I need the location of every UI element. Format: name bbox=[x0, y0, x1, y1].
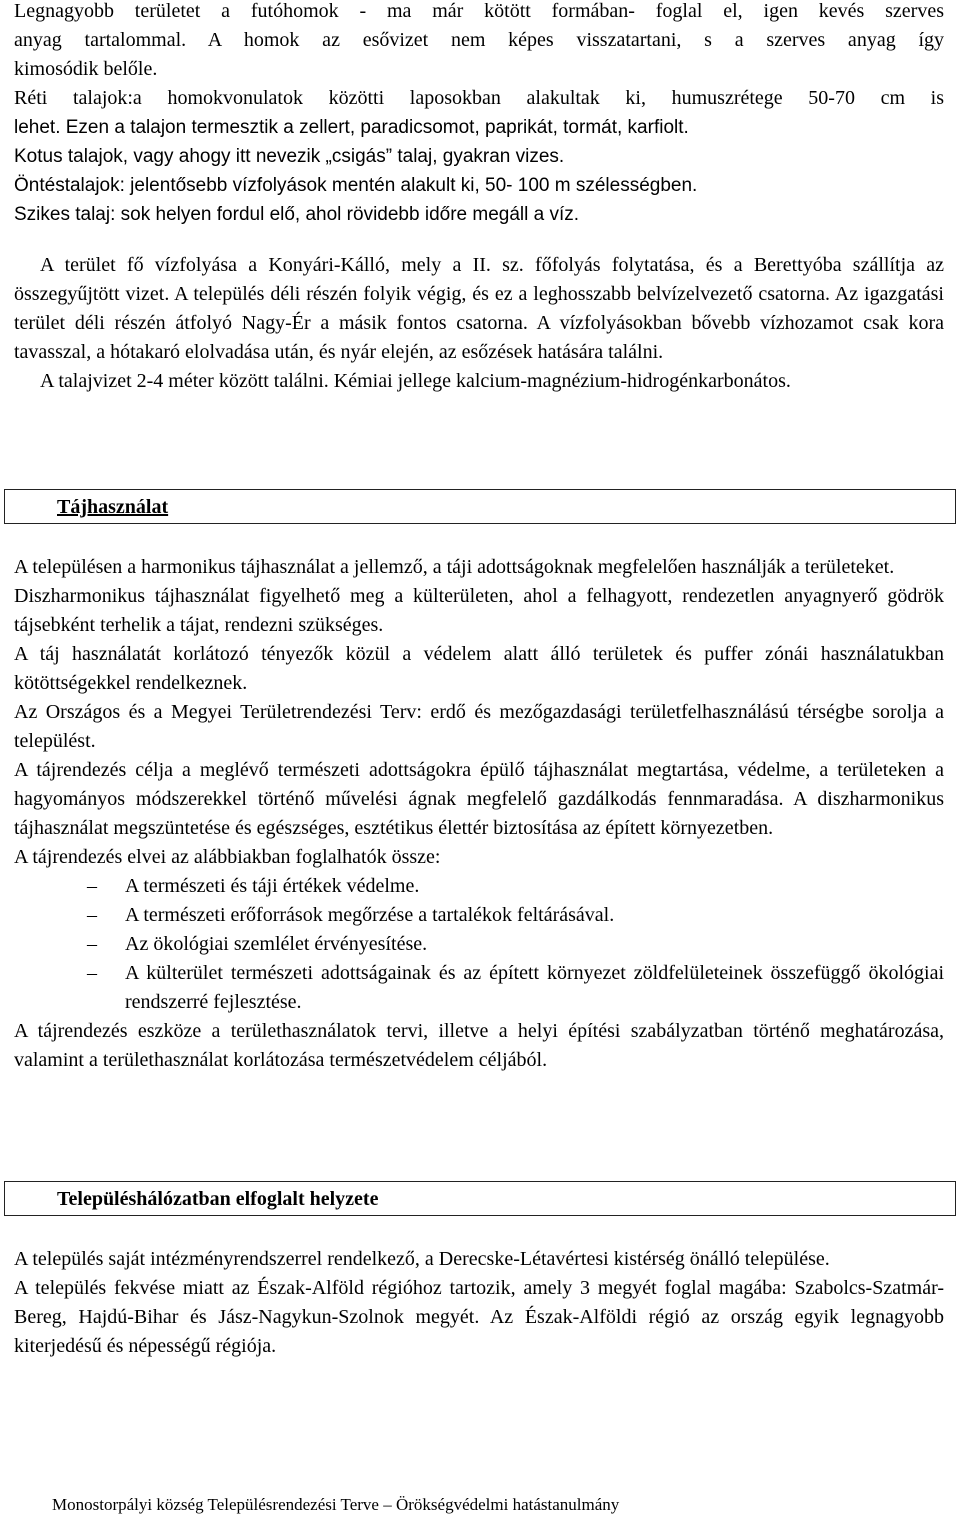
groundwater-paragraph: A talajvizet 2-4 méter között találni. Kémiai jellege kalcium-magnézium-hidrogénkarbonátos. bbox=[40, 370, 791, 392]
principles-list bbox=[14, 872, 944, 1017]
list-item bbox=[14, 901, 944, 930]
list-item bbox=[14, 930, 944, 959]
body-paragraph: A településen a harmonikus tájhasználat a jellemző, a táji adottságoknak megfelelően használják a területeket. bbox=[14, 556, 895, 578]
list-item-text: A természeti erőforrások megőrzése a tartalékok feltárásával. bbox=[125, 904, 615, 926]
body-paragraph: A település fekvése miatt az Észak-Alföld régióhoz tartozik, amely 3 megyét foglal magába: Szabolcs-Szatmár-Bereg, Hajdú-Bihar és Jász-Nagykun-Szolnok megyét. Az Észak-Alföldi régió az ország egyik legnagyobb kiterjedésű és népességű régiója. bbox=[14, 1277, 944, 1357]
list-item-text: Az ökológiai szemlélet érvényesítése. bbox=[125, 933, 428, 955]
body-paragraph: Diszharmonikus tájhasználat figyelhető meg a külterületen, ahol a felhagyott, rendezetlen anyagnyerő gödrök tájsebként terhelik a tájat, rendezni szükséges. bbox=[14, 585, 944, 636]
section-heading-telepuleshalozat: Településhálózatban elfoglalt helyzete bbox=[57, 1188, 379, 1210]
tajhasznalat-section bbox=[14, 553, 944, 1075]
soil-types-section bbox=[14, 0, 944, 229]
soil-text-line: Öntéstalajok: jelentősebb vízfolyások mentén alakult ki, 50- 100 m szélességben. bbox=[14, 175, 698, 196]
section-heading-box bbox=[4, 1181, 956, 1216]
dash-bullet-icon: – bbox=[87, 875, 97, 897]
soil-text-line: Szikes talaj: sok helyen fordul elő, ahol rövidebb időre megáll a víz. bbox=[14, 204, 580, 225]
body-paragraph: Az Országos és a Megyei Területrendezési Terv: erdő és mezőgazdasági területfelhasználású térségbe sorolja a települést. bbox=[14, 701, 944, 752]
telepuleshalozat-section bbox=[14, 1245, 944, 1361]
dash-bullet-icon: – bbox=[87, 933, 97, 955]
page-footer: Monostorpályi község Településrendezési Terve – Örökségvédelmi hatástanulmány bbox=[52, 1495, 620, 1514]
body-paragraph: A tájrendezés eszköze a területhasználatok tervi, illetve a helyi építési szabályzatban történő meghatározása, valamint a területhasználat korlátozása természetvédelem céljából. bbox=[14, 1020, 944, 1071]
soil-text-line: Legnagyobb területet a futóhomok - ma már kötött formában- foglal el, igen kevés szerves bbox=[14, 0, 944, 22]
list-item bbox=[14, 959, 944, 1017]
body-paragraph: A tájrendezés elvei az alábbiakban foglalhatók össze: bbox=[14, 846, 441, 868]
body-paragraph: A település saját intézményrendszerrel rendelkező, a Derecske-Létavértesi kistérség önálló települése. bbox=[14, 1248, 830, 1270]
list-item-text: A természeti és táji értékek védelme. bbox=[125, 875, 420, 897]
water-section bbox=[14, 251, 944, 396]
list-item bbox=[14, 872, 944, 901]
body-paragraph: A táj használatát korlátozó tényezők közül a védelem alatt álló területek és puffer zónái használatukban kötöttségekkel rendelkeznek. bbox=[14, 643, 944, 694]
soil-text-line: Kotus talajok, vagy ahogy itt nevezik „csigás” talaj, gyakran vizes. bbox=[14, 146, 565, 167]
soil-text-line: Réti talajok:a homokvonulatok közötti laposokban alakultak ki, humuszrétege 50-70 cm is bbox=[14, 87, 944, 109]
soil-text-line: lehet. Ezen a talajon termesztik a zellert, paradicsomot, paprikát, tormát, karfiolt. bbox=[14, 117, 689, 138]
soil-text-line: kimosódik belőle. bbox=[14, 58, 158, 80]
body-paragraph: A tájrendezés célja a meglévő természeti adottságokra épülő tájhasználat megtartása, védelme, a területeken a hagyományos módszerekkel történő művelési ágnak megfelelő gazdálkodás fennmaradása. A diszharmonikus tájhasználat megszüntetése és egészséges, esztétikus élettér biztosítása az épített környezetben. bbox=[14, 759, 944, 839]
dash-bullet-icon: – bbox=[87, 962, 97, 984]
list-item-text: A külterület természeti adottságainak és az épített környezet zöldfelületeinek összefüggő ökológiai rendszerré fejlesztése. bbox=[125, 962, 944, 1013]
soil-text-line: anyag tartalommal. A homok az esővizet nem képes visszatartani, s a szerves anyag így bbox=[14, 29, 944, 51]
section-heading-box bbox=[4, 489, 956, 524]
dash-bullet-icon: – bbox=[87, 904, 97, 926]
section-heading-tajhasznalat: Tájhasználat bbox=[57, 496, 169, 518]
water-paragraph: A terület fő vízfolyása a Konyári-Kálló, mely a II. sz. főfolyás folytatása, és a Berettyóba szállítja az összegyűjtött vizet. A település déli részén folyik végig, és ez a leghosszabb belvízelvezető csatorna. Az igazgatási terület déli részén átfolyó Nagy-Ér a másik fontos csatorna. A vízfolyásokban bővebb vízhozamot csak kora tavasszal, a hótakaró elolvadása után, és nyár elején, az esőzések hatására találni. bbox=[14, 254, 944, 363]
